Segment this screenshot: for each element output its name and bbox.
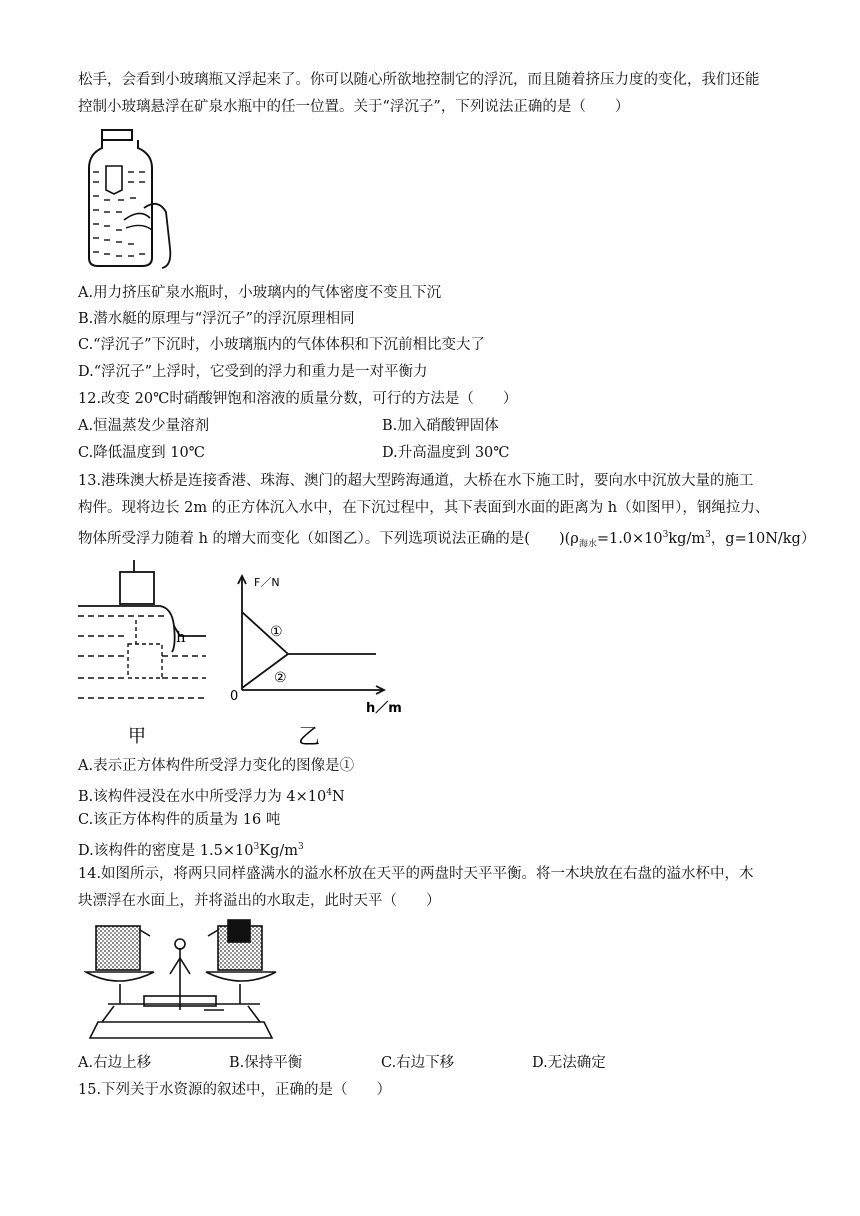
- q13-stem-line2: 构件。现将边长 2m 的正方体沉入水中，在下沉过程中，其下表面到水面的距离为 h（如图甲），钢绳拉力、: [78, 500, 770, 516]
- q11-intro-line1: 松手，会看到小玻璃瓶又浮起来了。你可以随心所欲地控制它的浮沉，而且随着挤压力度的变化，我们还能: [78, 72, 760, 88]
- graph-origin: 0: [230, 689, 239, 704]
- curve-1-tension: [242, 612, 376, 654]
- q11-option-d: D.“浮沉子”上浮时，它受到的浮力和重力是一对平衡力: [78, 364, 428, 380]
- q13-stem-line3-d: ，g=10N/kg）: [710, 530, 816, 547]
- q13-exponent-2: 3: [705, 530, 711, 540]
- q13-option-b-unit: N: [331, 788, 345, 805]
- q13-fig-yi-label: 乙: [298, 725, 321, 750]
- q12-option-b: B.加入硝酸钾固体: [382, 418, 499, 434]
- graph-x-axis-label: h／m: [366, 701, 402, 716]
- q14-option-d: D.无法确定: [532, 1055, 606, 1071]
- q14-stem-line2: 块漂浮在水面上，并将溢出的水取走，此时天平（ ）: [78, 893, 441, 909]
- q11-option-a: A.用力挤压矿泉水瓶时，小玻璃内的气体密度不变且下沉: [78, 285, 442, 301]
- q11-intro-line2: 控制小玻璃悬浮在矿泉水瓶中的任一位置。关于“浮沉子”，下列说法正确的是（ ）: [78, 99, 630, 115]
- q15-stem: 15.下列关于水资源的叙述中，正确的是（ ）: [78, 1082, 392, 1098]
- q13-figure-yi-graph: [226, 572, 416, 752]
- q12-option-d: D.升高温度到 30℃: [382, 445, 510, 461]
- q13-option-d-exponent-2: 3: [297, 842, 304, 852]
- q13-fig-jia-label: 甲: [128, 726, 146, 747]
- curve-label-1: ①: [270, 624, 283, 640]
- q13-option-b: [78, 783, 345, 807]
- q13-option-b-text: B.该构件浸没在水中所受浮力为 4×10: [78, 788, 327, 805]
- curve-label-2: ②: [274, 670, 287, 686]
- q13-option-d: [78, 837, 304, 861]
- q13-seawater-subscript: 海水: [578, 539, 597, 550]
- graph-y-axis-label: F／N: [254, 576, 280, 589]
- q13-stem-line3-a: 物体所受浮力随着 h 的增大而变化（如图乙）。下列选项说法正确的是( )(ρ: [78, 530, 579, 547]
- q13-stem-line3-c: kg/m: [668, 530, 706, 547]
- q13-option-d-text: D.该构件的密度是 1.5×10: [78, 842, 254, 859]
- q13-h-label: h: [176, 628, 186, 646]
- q13-stem-line1: 13.港珠澳大桥是连接香港、珠海、澳门的超大型跨海通道，大桥在水下施工时，要向水中沉放大量的施工: [78, 473, 754, 489]
- q14-balance-figure: [84, 918, 294, 1046]
- q12-option-c: C.降低温度到 10℃: [78, 445, 205, 461]
- q14-option-b: B.保持平衡: [229, 1055, 303, 1071]
- q13-option-d-unit: Kg/m: [259, 842, 298, 859]
- q13-stem-line3-b: =1.0×10: [596, 530, 663, 547]
- q13-option-c: C.该正方体构件的质量为 16 吨: [78, 812, 281, 828]
- q13-option-b-exponent: 4: [326, 788, 332, 798]
- q13-stem-line3: [78, 525, 815, 555]
- q12-option-a: A.恒温蒸发少量溶剂: [78, 418, 210, 434]
- q11-option-c: C.“浮沉子”下沉时，小玻璃瓶内的气体体积和下沉前相比变大了: [78, 337, 486, 353]
- cartesian-diver-bottle-figure: [84, 128, 174, 270]
- q13-exponent: 3: [662, 530, 669, 540]
- q14-option-c: C.右边下移: [381, 1055, 455, 1071]
- q12-stem: 12.改变 20℃时硝酸钾饱和溶液的质量分数，可行的方法是（ ）: [78, 391, 518, 407]
- q13-option-a: A.表示正方体构件所受浮力变化的图像是①: [78, 758, 355, 774]
- q13-option-d-exponent: 3: [253, 842, 260, 852]
- q13-figure-jia: [76, 560, 212, 750]
- q14-option-a: A.右边上移: [78, 1055, 152, 1071]
- q11-option-b: B.潜水艇的原理与“浮沉子”的浮沉原理相同: [78, 311, 355, 327]
- q14-stem-line1: 14.如图所示，将两只同样盛满水的溢水杯放在天平的两盘时天平平衡。将一木块放在右盘的溢水杯中，木: [78, 866, 754, 882]
